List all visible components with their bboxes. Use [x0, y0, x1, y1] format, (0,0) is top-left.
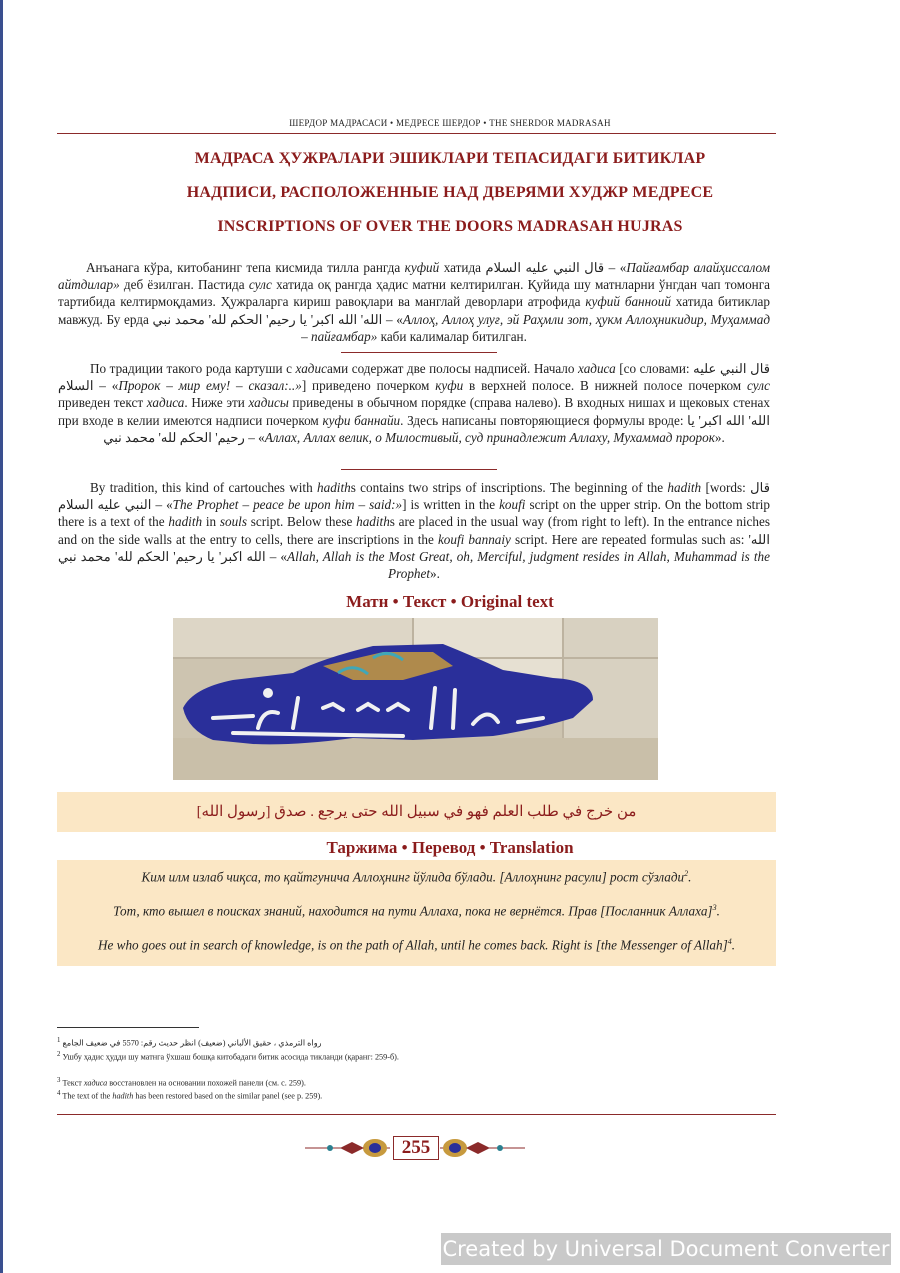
arabic-hadith-text: من خرج في طلب العلم فهو في سبيل الله حتى يرجع . صدق [رسول الله]: [196, 804, 637, 820]
title-russian: НАДПИСИ, РАСПОЛОЖЕННЫЕ НАД ДВЕРЯМИ ХУДЖР МЕДРЕСЕ: [186, 184, 714, 201]
footnote-1: $^1$ رواه الترمذي ، حقيق الألباني (ضعيف) انظر حديث رقم: 5570 في ضعيف الجامع: [57, 1037, 322, 1048]
running-head: ШЕРДОР МАДРАСАСИ • МЕДРЕСЕ ШЕРДОР • THE SHERDOR MADRASAH: [289, 118, 611, 128]
paragraph-russian: По традиции такого рода картуши с хадисами содержат две полосы надписей. Начало хадиса [со словами: قال النبي عليه السلام – «Пророк – мир ему! – сказал:..»] приведено почерком куфи в верхней полосе. В нижней полосе почерком сулс приведен текст хадиса. Ниже эти хадисы приведены в обычном порядке (справа налево). В входных нишах и щековых стенах при входе в келии имеются надписи почерком куфи баннайи. Здесь написаны повторяющиеся формулы вроде: الله' الله اكبر' يا رحيم' الحكم لله' محمد نبي – «Аллах, Аллах велик, о Милостивый, суд принадлежит Аллаху, Мухаммад пророк».: [58, 361, 771, 445]
footnote-2: $^2$ Ушбу ҳадис ҳудди шу матнга ўхшаш бошқа китобадаги битик асосида тикланди (қаранг: 259-б).: [57, 1051, 399, 1062]
header-rule: [57, 133, 776, 134]
footnote-rule: [57, 1027, 199, 1028]
translation-english: He who goes out in search of knowledge, is on the path of Allah, until he comes back. Right is [the Messenger of Allah]$^4$.: [97, 937, 736, 953]
footnote-3: $^3$ Текст хадиса восстановлен на основании похожей панели (см. с. 259).: [57, 1077, 306, 1088]
page-number: 255: [393, 1136, 439, 1160]
paragraph-uzbek: Анъанага кўра, китобанинг тепа кисмида тилла рангда куфий хатида قال النبي عليه السلام – «Пайғамбар алайҳиссалом айтдилар» деб ёзилган. Пастида сулс хатида оқ рангда ҳадис матни келтирилган. Қуйида шу матнларни ўнгдан чап томонга тартибида келтирмоқдамиз. Ҳужраларга кириш равоқлари ва манглай деворлари атрофида куфий банноий хатида битиклар мавжуд. Бу ерда الله' الله اكبر' يا رحيم' الحكم لله' محمد نبي – «Аллоҳ, Аллоҳ улуғ, эй Раҳмли зот, ҳукм Аллоҳникидир, Муҳаммад – пайғамбар» каби калималар битилган.: [58, 260, 770, 344]
footer-rule: [57, 1114, 776, 1115]
translation-band: [57, 860, 776, 966]
paragraph-english: By tradition, this kind of cartouches with hadiths contains two strips of inscriptions. The beginning of the hadith [words: قال النبي عليه السلام – «The Prophet – peace be upon him – said:»] is written in the koufi script on the upper strip. On the bottom strip there is a text of the hadith in souls script. Below these hadiths are placed in the usual way (from right to left). In the entrance niches and on the side walls at the entry to cells, there are inscriptions in the koufi bannaiy script. Here are repeated formulas such as: الله' الله اكبر' يا رحيم' الحكم لله' محمد نبي – «Allah, Allah is the Most Great, oh, Merciful, judgment resides in Allah, Muhammad is the Prophet».: [58, 480, 770, 582]
tile-fragment-image: [173, 618, 658, 780]
translation-russian: Тот, кто вышел в поисках знаний, находится на пути Аллаха, пока не вернётся. Прав [Посланник Аллаха]$^3$.: [113, 903, 720, 919]
separator-rule: [341, 352, 497, 353]
footnote-4: $^4$ The text of the hadith has been restored based on the similar panel (see p. 259).: [57, 1090, 323, 1101]
inscription-photo: [173, 618, 658, 780]
original-text-heading: Матн • Текст • Original text: [346, 592, 554, 611]
converter-watermark: Created by Universal Document Converter: [441, 1233, 891, 1265]
translation-heading: Таржима • Перевод • Translation: [326, 838, 574, 857]
title-english: INSCRIPTIONS OF OVER THE DOORS MADRASAH HUJRAS: [217, 218, 683, 235]
title-uzbek: МАДРАСА ҲУЖРАЛАРИ ЭШИКЛАРИ ТЕПАСИДАГИ БИТИКЛАР: [194, 150, 706, 167]
translation-uzbek: Ким илм излаб чиқса, то қайтгунича Аллоҳнинг йўлида бўлади. [Аллоҳнинг расули] рост сўзлади$^2$.: [141, 869, 692, 885]
separator-rule: [341, 469, 497, 470]
original-text-band: [57, 792, 776, 832]
page-number-ornament: [300, 1134, 530, 1162]
